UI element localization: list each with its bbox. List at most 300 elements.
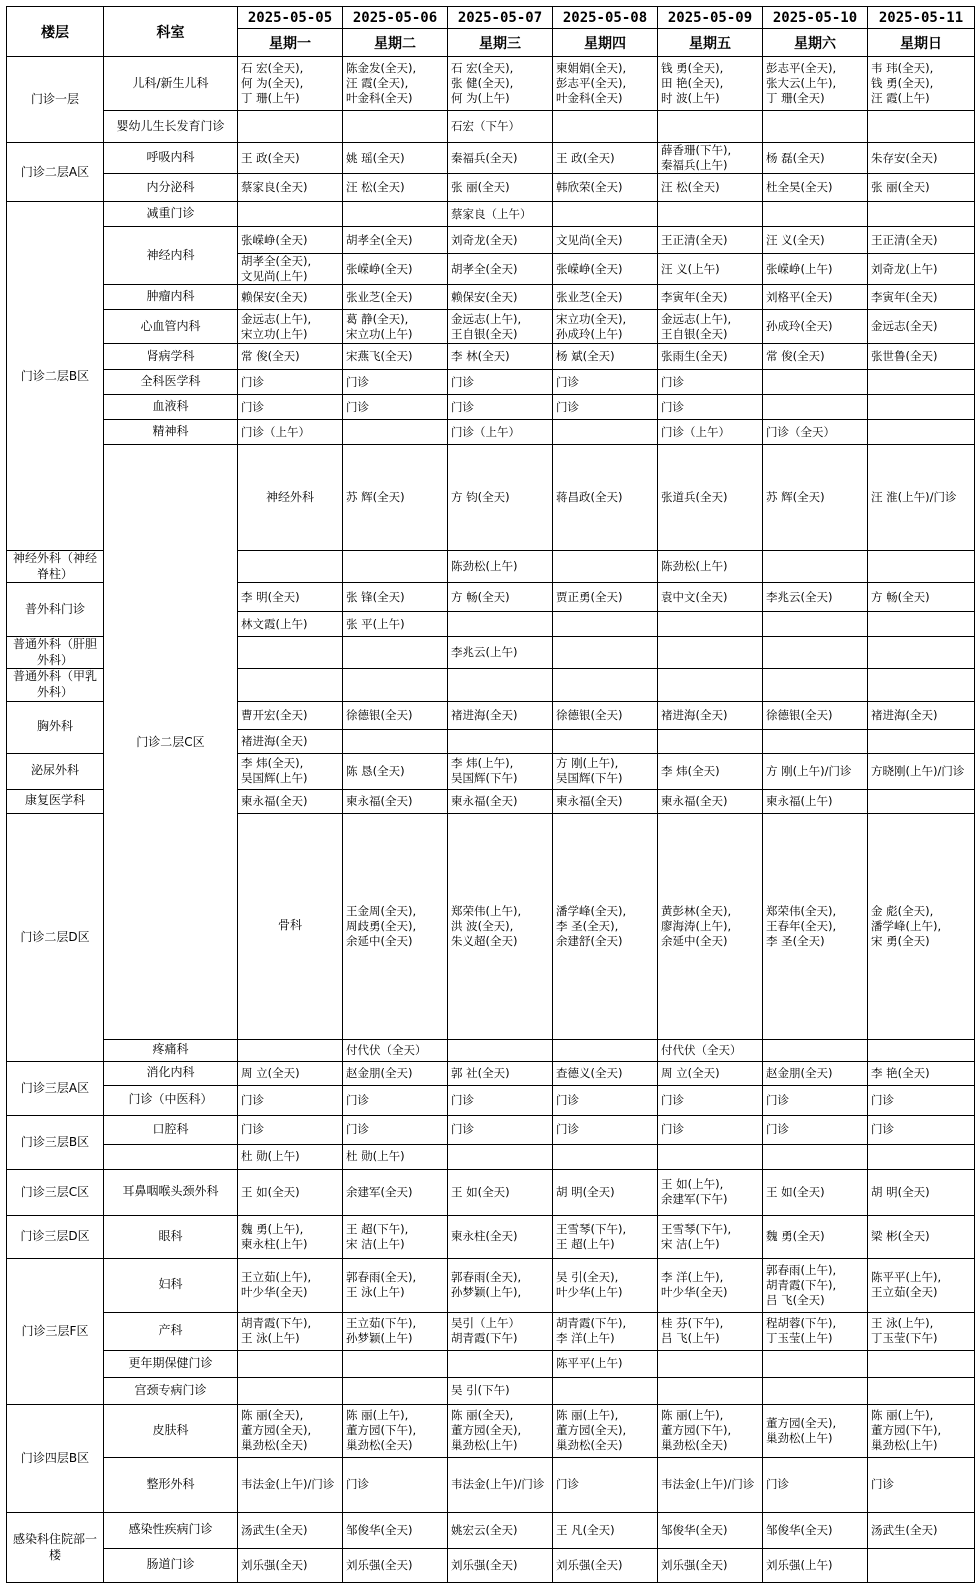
schedule-cell: 李 洋(上午), 叶少华(全天) [658,1258,763,1312]
department-label: 内分泌科 [104,174,238,202]
schedule-cell: 付代伏（全天） [343,1039,448,1061]
schedule-cell: 郑荣伟(上午), 洪 波(全天), 朱义超(全天) [448,813,553,1039]
schedule-cell: 汪 松(全天) [658,174,763,202]
schedule-cell: 桂 芬(下午), 吕 飞(上午) [658,1312,763,1350]
schedule-cell [658,111,763,143]
department-label: 心血管内科 [104,310,238,344]
schedule-cell: 王正清(全天) [658,227,763,254]
department-label: 肿瘤内科 [104,285,238,310]
schedule-cell: 王 如(全天) [238,1169,343,1215]
department-label: 妇科 [104,1258,238,1312]
schedule-cell: 周 立(全天) [658,1061,763,1085]
date-header: 2025-05-11 [868,7,975,29]
department-label: 胸外科 [7,701,104,753]
schedule-cell: 王 如(全天) [448,1169,553,1215]
department-label: 眼科 [104,1215,238,1258]
schedule-cell [868,637,975,669]
schedule-cell: 刘格平(全天) [763,285,868,310]
schedule-cell [658,1377,763,1404]
schedule-cell [553,637,658,669]
schedule-cell: 王 凡(全天) [553,1512,658,1548]
schedule-cell: 苏 辉(全天) [343,445,448,551]
schedule-cell: 胡青霞(下午), 王 泳(上午) [238,1312,343,1350]
schedule-cell [238,1039,343,1061]
schedule-cell: 潘学峰(全天), 李 圣(全天), 余建舒(全天) [553,813,658,1039]
table-row [7,57,975,111]
schedule-cell: 刘奇龙(全天) [448,227,553,254]
schedule-cell: 赵金朋(全天) [763,1061,868,1085]
schedule-cell: 陈平平(上午) [553,1350,658,1377]
schedule-cell: 邹俊华(全天) [763,1512,868,1548]
table-row [7,1085,975,1115]
schedule-cell: 王正清(全天) [868,227,975,254]
schedule-cell: 陈劲松(上午) [448,551,553,583]
table-row [7,1061,975,1085]
schedule-cell: 王 泳(上午), 丁玉莹(下午) [868,1312,975,1350]
floor-label: 门诊三层F区 [7,1258,104,1404]
schedule-cell: 王 超(下午), 宋 洁(上午) [343,1215,448,1258]
schedule-cell [763,1039,868,1061]
schedule-cell [763,669,868,701]
schedule-cell [343,669,448,701]
table-row [7,285,975,310]
schedule-cell: 赵金朋(全天) [343,1061,448,1085]
schedule-cell [343,1350,448,1377]
schedule-cell: 门诊 [343,370,448,395]
schedule-cell: 魏 勇(上午), 柬永柱(上午) [238,1215,343,1258]
schedule-cell: 刘乐强(全天) [553,1548,658,1582]
floor-label: 门诊三层A区 [7,1061,104,1115]
schedule-cell [553,729,658,753]
floor-header: 楼层 [7,7,104,57]
schedule-cell [553,669,658,701]
schedule-cell: 门诊 [448,370,553,395]
schedule-cell [448,612,553,637]
schedule-cell: 陈 丽(上午), 董方园(下午), 巢劲松(全天) [343,1404,448,1457]
schedule-cell: 胡 明(全天) [553,1169,658,1215]
schedule-cell: 褚进海(全天) [238,729,343,753]
table-row [7,1548,975,1582]
schedule-cell: 门诊 [868,1115,975,1144]
schedule-cell [658,1350,763,1377]
schedule-cell: 郭春雨(全天), 孙梦颖(上午), [448,1258,553,1312]
schedule-cell [448,669,553,701]
schedule-cell: 门诊 [343,1085,448,1115]
schedule-cell: 刘奇龙(上午) [868,254,975,285]
schedule-cell: 门诊 [553,370,658,395]
table-row [7,174,975,202]
schedule-cell: 张 丽(全天) [448,174,553,202]
schedule-cell: 杜全昊(全天) [763,174,868,202]
schedule-cell: 赖保安(全天) [448,285,553,310]
schedule-cell [658,1144,763,1169]
department-label: 感染性疾病门诊 [104,1512,238,1548]
department-label: 皮肤科 [104,1404,238,1457]
department-label [104,1144,238,1169]
schedule-cell: 胡孝全(全天), 文见尚(上午) [238,254,343,285]
department-label: 更年期保健门诊 [104,1350,238,1377]
schedule-cell [553,551,658,583]
schedule-cell [868,669,975,701]
table-row [7,1377,975,1404]
schedule-cell: 门诊 [238,395,343,420]
schedule-cell: 贾正勇(全天) [553,583,658,612]
schedule-cell: 褚进海(全天) [448,701,553,729]
schedule-cell: 韩欣荣(全天) [553,174,658,202]
schedule-cell [238,669,343,701]
department-label: 产科 [104,1312,238,1350]
schedule-cell: 刘乐强(全天) [448,1548,553,1582]
schedule-cell [448,729,553,753]
schedule-cell: 李寅年(全天) [658,285,763,310]
floor-label: 门诊二层C区 [104,445,238,1040]
schedule-cell: 赖保安(全天) [238,285,343,310]
department-label: 减重门诊 [104,202,238,227]
schedule-cell: 褚进海(全天) [658,701,763,729]
schedule-cell: 韦法金(上午)/门诊 [448,1457,553,1512]
schedule-cell: 门诊（全天） [763,420,868,445]
schedule-cell [868,395,975,420]
schedule-cell: 张业芝(全天) [553,285,658,310]
weekday-header: 星期四 [553,29,658,57]
schedule-cell: 李 炜(全天), 吴国辉(上午) [238,753,343,789]
schedule-cell: 陈劲松(上午) [658,551,763,583]
schedule-cell [553,1377,658,1404]
schedule-cell: 金远志(全天) [868,310,975,344]
schedule-cell: 张雨生(全天) [658,344,763,370]
department-label: 婴幼儿生长发育门诊 [104,111,238,143]
schedule-cell [868,551,975,583]
schedule-cell: 方 畅(全天) [868,583,975,612]
date-header: 2025-05-07 [448,7,553,29]
schedule-cell [238,111,343,143]
schedule-cell: 陈 丽(全天), 董方园(全天), 巢劲松(上午) [448,1404,553,1457]
schedule-cell: 柬娟娟(全天), 彭志平(全天), 叶金科(全天) [553,57,658,111]
floor-label: 门诊二层D区 [7,813,104,1061]
schedule-cell: 彭志平(全天), 张大云(上午), 丁 珊(全天) [763,57,868,111]
schedule-cell: 柬永福(上午) [763,789,868,813]
schedule-cell: 文见尚(全天) [553,227,658,254]
department-label: 血液科 [104,395,238,420]
schedule-cell: 韦法金(上午)/门诊 [658,1457,763,1512]
schedule-cell [763,551,868,583]
floor-label: 门诊三层C区 [7,1169,104,1215]
schedule-cell: 张嵘峥(全天) [343,254,448,285]
date-header: 2025-05-05 [238,7,343,29]
department-label: 骨科 [238,813,343,1039]
schedule-cell [763,395,868,420]
table-row [7,1350,975,1377]
schedule-cell: 陈 丽(上午), 董方园(下午), 巢劲松(全天) [658,1404,763,1457]
weekday-header: 星期日 [868,29,975,57]
schedule-cell: 刘乐强(全天) [658,1548,763,1582]
schedule-cell [763,729,868,753]
schedule-cell: 门诊（上午） [658,420,763,445]
schedule-cell: 门诊 [658,370,763,395]
schedule-cell: 门诊 [448,395,553,420]
table-row [7,1512,975,1548]
table-row [7,344,975,370]
schedule-cell: 门诊 [658,1085,763,1115]
schedule-cell: 常 俊(全天) [763,344,868,370]
schedule-cell: 门诊 [553,1085,658,1115]
schedule-cell: 刘乐强(上午) [763,1548,868,1582]
schedule-cell [658,612,763,637]
schedule-cell: 郭春雨(上午), 胡青霞(下午), 吕 飞(全天) [763,1258,868,1312]
schedule-cell: 门诊 [343,1457,448,1512]
schedule-cell [868,789,975,813]
schedule-cell: 秦福兵(全天) [448,143,553,174]
schedule-cell: 姚宏云(全天) [448,1512,553,1548]
schedule-cell: 陈金发(全天), 汪 霞(全天), 叶金科(全天) [343,57,448,111]
schedule-cell [868,1350,975,1377]
department-label: 泌尿外科 [7,753,104,789]
schedule-cell [553,202,658,227]
schedule-cell: 李 炜(全天) [658,753,763,789]
schedule-cell: 钱 勇(全天), 田 艳(全天), 时 波(上午) [658,57,763,111]
schedule-cell: 蔡家良(全天) [238,174,343,202]
table-row [7,202,975,227]
schedule-cell: 程胡蓉(下午), 丁玉莹(上午) [763,1312,868,1350]
table-row [7,1258,975,1312]
schedule-cell: 汤武生(全天) [238,1512,343,1548]
schedule-cell: 门诊 [553,1115,658,1144]
floor-label: 门诊二层B区 [7,202,104,551]
floor-label: 门诊四层B区 [7,1404,104,1512]
schedule-cell: 查德义(全天) [553,1061,658,1085]
schedule-cell: 陈 恳(全天) [343,753,448,789]
schedule-cell: 胡青霞(下午), 李 洋(上午) [553,1312,658,1350]
schedule-cell: 门诊 [658,395,763,420]
schedule-cell: 徐德银(全天) [343,701,448,729]
schedule-cell [763,202,868,227]
schedule-cell: 郭 社(全天) [448,1061,553,1085]
department-label: 宫颈专病门诊 [104,1377,238,1404]
schedule-cell: 王雪琴(下午), 王 超(上午) [553,1215,658,1258]
weekday-header: 星期三 [448,29,553,57]
schedule-cell [343,202,448,227]
schedule-cell: 张嵘峥(上午) [763,254,868,285]
schedule-cell [343,637,448,669]
schedule-cell: 柬永福(全天) [238,789,343,813]
schedule-body [7,57,975,1583]
schedule-cell [868,612,975,637]
schedule-cell: 陈平平(上午), 王立茹(全天) [868,1258,975,1312]
schedule-cell: 柬永柱(全天) [448,1215,553,1258]
schedule-cell: 王立茹(下午), 孙梦颖(上午) [343,1312,448,1350]
department-label: 儿科/新生儿科 [104,57,238,111]
table-row [7,1115,975,1144]
schedule-cell [868,420,975,445]
department-label: 神经外科 [238,445,343,551]
schedule-cell [868,1144,975,1169]
schedule-cell: 魏 勇(全天) [763,1215,868,1258]
schedule-cell: 门诊 [343,1115,448,1144]
schedule-cell: 刘乐强(全天) [238,1548,343,1582]
schedule-cell [343,111,448,143]
schedule-cell: 门诊 [763,1457,868,1512]
schedule-cell: 门诊 [553,1457,658,1512]
schedule-table [6,6,975,1583]
department-label: 康复医学科 [7,789,104,813]
schedule-cell [868,1548,975,1582]
schedule-cell [658,202,763,227]
schedule-cell: 郑荣伟(全天), 王春年(全天), 李 圣(全天) [763,813,868,1039]
schedule-cell: 方 刚(上午)/门诊 [763,753,868,789]
table-row [7,370,975,395]
department-label: 整形外科 [104,1457,238,1512]
schedule-cell: 杨 磊(全天) [763,143,868,174]
schedule-cell: 苏 辉(全天) [763,445,868,551]
date-header: 2025-05-09 [658,7,763,29]
schedule-cell [343,1377,448,1404]
schedule-cell: 柬永福(全天) [448,789,553,813]
schedule-cell [763,612,868,637]
dept-header: 科室 [104,7,238,57]
department-label: 消化内科 [104,1061,238,1085]
schedule-cell: 王 如(上午), 余建军(下午) [658,1169,763,1215]
schedule-cell: 常 俊(全天) [238,344,343,370]
table-row [7,395,975,420]
schedule-cell [238,637,343,669]
schedule-cell: 韦 玮(全天), 钱 勇(全天), 汪 霞(上午) [868,57,975,111]
schedule-cell: 石 宏(全天), 张 健(全天), 何 为(上午) [448,57,553,111]
schedule-cell: 王立茹(上午), 叶少华(全天) [238,1258,343,1312]
table-row [7,1457,975,1512]
schedule-cell [343,729,448,753]
schedule-cell: 门诊 [238,1085,343,1115]
schedule-cell [238,551,343,583]
date-header: 2025-05-10 [763,7,868,29]
schedule-cell [763,637,868,669]
schedule-cell [763,1144,868,1169]
date-header: 2025-05-08 [553,7,658,29]
department-label: 神经外科（神经脊柱） [7,551,104,583]
schedule-cell: 张嵘峥(全天) [553,254,658,285]
schedule-cell: 吴引（上午） 胡青霞(下午) [448,1312,553,1350]
schedule-cell: 门诊 [763,1115,868,1144]
schedule-cell: 胡 明(全天) [868,1169,975,1215]
schedule-cell: 杨 斌(全天) [553,344,658,370]
schedule-cell [553,111,658,143]
floor-label: 门诊三层D区 [7,1215,104,1258]
schedule-cell: 石 宏(全天), 何 为(全天), 丁 珊(上午) [238,57,343,111]
schedule-cell [763,370,868,395]
schedule-cell [343,420,448,445]
schedule-cell: 姚 瑶(全天) [343,143,448,174]
schedule-cell: 门诊 [868,1457,975,1512]
schedule-cell: 门诊 [238,1115,343,1144]
schedule-cell: 门诊（上午） [238,420,343,445]
schedule-cell: 曹开宏(全天) [238,701,343,729]
department-label: 肾病学科 [104,344,238,370]
schedule-cell: 郭春雨(全天), 王 泳(上午) [343,1258,448,1312]
schedule-cell: 林文霞(上午) [238,612,343,637]
schedule-cell: 刘乐强(全天) [343,1548,448,1582]
table-row [7,420,975,445]
schedule-cell: 张世鲁(全天) [868,344,975,370]
schedule-cell: 周 立(全天) [238,1061,343,1085]
schedule-cell [343,551,448,583]
schedule-cell: 邹俊华(全天) [658,1512,763,1548]
schedule-cell: 汪 淮(上午)/门诊 [868,445,975,551]
schedule-cell [763,1377,868,1404]
schedule-cell: 门诊 [868,1085,975,1115]
schedule-cell: 徐德银(全天) [553,701,658,729]
schedule-cell: 胡孝全(全天) [343,227,448,254]
schedule-cell: 门诊 [658,1115,763,1144]
department-label: 神经内科 [104,227,238,285]
schedule-cell: 金远志(上午), 王自银(全天) [658,310,763,344]
schedule-cell: 李兆云(全天) [763,583,868,612]
schedule-cell: 门诊 [343,395,448,420]
floor-label: 门诊一层 [7,57,104,143]
table-row [7,1144,975,1169]
schedule-cell: 柬永福(全天) [658,789,763,813]
schedule-cell: 吴 引(下午) [448,1377,553,1404]
schedule-cell: 方 钧(全天) [448,445,553,551]
schedule-cell: 门诊 [553,395,658,420]
schedule-cell: 王 政(全天) [238,143,343,174]
schedule-cell: 宋立功(全天), 孙成玲(上午) [553,310,658,344]
floor-label: 门诊三层B区 [7,1115,104,1169]
schedule-cell: 陈 丽(上午), 董方园(全天), 巢劲松(全天) [553,1404,658,1457]
schedule-cell: 门诊 [238,370,343,395]
schedule-cell: 梁 彬(全天) [868,1215,975,1258]
schedule-cell [868,729,975,753]
table-row [7,143,975,174]
schedule-cell [868,1377,975,1404]
schedule-cell: 王 如(全天) [763,1169,868,1215]
schedule-cell: 门诊 [448,1085,553,1115]
weekday-header: 星期二 [343,29,448,57]
floor-label: 感染科住院部一楼 [7,1512,104,1582]
schedule-cell: 李寅年(全天) [868,285,975,310]
department-label: 呼吸内科 [104,143,238,174]
schedule-cell [658,669,763,701]
schedule-cell [238,202,343,227]
schedule-cell: 王金周(全天), 周歧勇(全天), 余延中(全天) [343,813,448,1039]
schedule-cell [868,370,975,395]
schedule-cell [763,111,868,143]
table-row [7,1169,975,1215]
schedule-cell: 吴 引(全天), 叶少华(上午) [553,1258,658,1312]
schedule-cell: 董方园(全天), 巢劲松(上午) [763,1404,868,1457]
schedule-cell [448,1350,553,1377]
schedule-cell: 金远志(上午), 王自银(全天) [448,310,553,344]
schedule-cell: 蔡家良（上午） [448,202,553,227]
table-row [7,445,975,551]
schedule-cell: 余建军(全天) [343,1169,448,1215]
schedule-cell: 葛 静(全天), 宋立功(上午) [343,310,448,344]
table-row [7,227,975,254]
schedule-cell: 方晓刚(上午)/门诊 [868,753,975,789]
date-header: 2025-05-06 [343,7,448,29]
schedule-cell: 张业芝(全天) [343,285,448,310]
floor-label: 门诊二层A区 [7,143,104,202]
schedule-cell: 王雪琴(下午), 宋 洁(上午) [658,1215,763,1258]
table-row [7,1039,975,1061]
schedule-cell [448,1039,553,1061]
schedule-cell: 李 明(全天) [238,583,343,612]
schedule-cell: 汤武生(全天) [868,1512,975,1548]
schedule-cell [658,729,763,753]
weekday-header: 星期六 [763,29,868,57]
department-label: 普通外科（肝胆外科） [7,637,104,669]
schedule-cell: 褚进海(全天) [868,701,975,729]
schedule-cell: 付代伏（全天） [658,1039,763,1061]
schedule-cell: 金 彪(全天), 潘学峰(上午), 宋 勇(全天) [868,813,975,1039]
